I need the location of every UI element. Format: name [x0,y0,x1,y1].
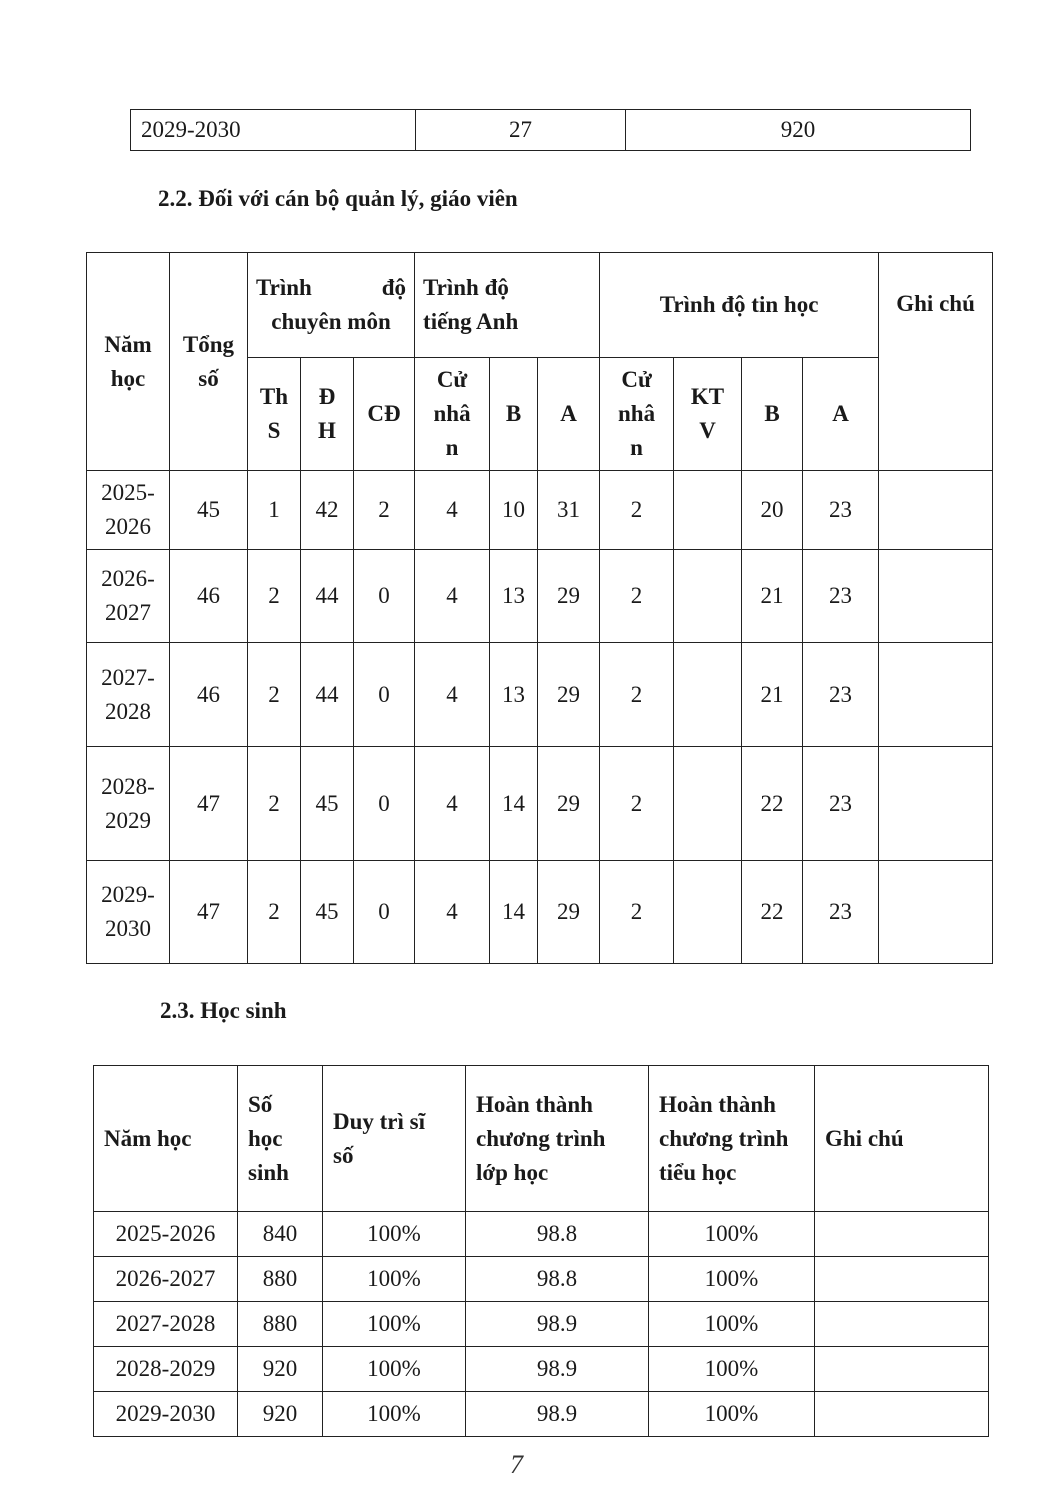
cell-ta-a: 29 [538,643,600,747]
cell-year: 2027-2028 [94,1302,238,1347]
cell-year: 2026-2027 [94,1257,238,1302]
header-label: Trình độ tiếng Anh [423,275,519,334]
enrollment-continuation-table [130,109,971,151]
cell-note [879,471,993,550]
table-row [87,550,993,643]
header-label: Th S [259,384,289,443]
cell-dh: 45 [301,747,354,861]
cell-cd: 0 [354,861,415,964]
cell-ta-cn: 4 [415,471,490,550]
cell-year: 2029-2030 [94,1392,238,1437]
header-label: Đ H [318,384,336,443]
cell-so-hs: 840 [238,1212,323,1257]
cell-tong: 47 [170,747,248,861]
cell-th-b: 21 [742,550,803,643]
cell-th-b: 20 [742,471,803,550]
header-row [94,1066,989,1212]
cell-ta-b: 13 [490,550,538,643]
cell-ths: 2 [248,550,301,643]
cell-th-cn: 2 [600,643,674,747]
table-row [94,1302,989,1347]
cell-note [815,1347,989,1392]
header-cu-nhan-ta [415,358,490,471]
year-cell [87,643,170,747]
header-label: độ [381,275,407,300]
header-dh [301,358,354,471]
header-trinh-do-chuyen-mon [248,253,415,358]
cell-so-hs: 920 [238,1392,323,1437]
cell-th-a: 23 [803,747,879,861]
header-label: A [832,401,849,426]
cell-note [815,1257,989,1302]
cell-duy-tri: 100% [323,1392,466,1437]
cell-th-a: 23 [803,643,879,747]
header-label: Trình [256,275,312,300]
cell-ta-a: 29 [538,747,600,861]
year-end: 2027 [105,600,151,625]
header-label: Hoàn thành chương trình tiểu học [659,1091,789,1185]
header-label: chuyên môn [271,309,391,334]
header-label: Trình độ tin học [659,292,819,317]
cell-note [815,1212,989,1257]
table-row [87,643,993,747]
cell-ht-lop: 98.9 [466,1392,649,1437]
table-row [87,471,993,550]
cell-th-cn: 2 [600,471,674,550]
cell-tong: 47 [170,861,248,964]
cell-ths: 2 [248,643,301,747]
cell-ta-b: 14 [490,861,538,964]
student-table-body [94,1212,989,1437]
cell-cd: 0 [354,643,415,747]
header-a-ta [538,358,600,471]
cell-note [879,861,993,964]
cell-so-hs: 880 [238,1257,323,1302]
year-start: 2026- [101,566,155,591]
section-heading-students: 2.3. Học sinh [160,998,287,1023]
cell-th-a: 23 [803,471,879,550]
header-label: Năm học [104,1125,192,1151]
header-b-th [742,358,803,471]
page-number: 7 [510,1450,523,1479]
cell-dh: 44 [301,643,354,747]
student-count-cell: 920 [626,110,971,151]
cell-th-a: 23 [803,861,879,964]
header-a-th [803,358,879,471]
cell-so-hs: 920 [238,1347,323,1392]
cell-tong: 45 [170,471,248,550]
cell-ta-cn: 4 [415,643,490,747]
cell-ths: 1 [248,471,301,550]
cell-note [879,550,993,643]
header-nam-hoc [87,253,170,471]
cell-ht-lop: 98.9 [466,1347,649,1392]
cell-duy-tri: 100% [323,1347,466,1392]
table-row [87,861,993,964]
cell-ht-th: 100% [649,1347,815,1392]
header-b-ta [490,358,538,471]
cell-duy-tri: 100% [323,1302,466,1347]
cell-ta-b: 14 [490,747,538,861]
year-end: 2026 [105,514,151,539]
cell-th-ktv [674,643,742,747]
year-start: 2027- [101,664,155,690]
cell-tong: 46 [170,550,248,643]
header-label: Cử nhâ n [433,367,471,460]
header-ktv [674,358,742,471]
header-ghi-chu [879,253,993,471]
cell-ths: 2 [248,747,301,861]
cell-ths: 2 [248,861,301,964]
cell-th-a: 23 [803,550,879,643]
cell-cd: 0 [354,747,415,861]
cell-so-hs: 880 [238,1302,323,1347]
header-label: B [505,401,522,426]
table-row [94,1257,989,1302]
header-label: Cử nhâ n [618,367,656,460]
cell-ta-cn: 4 [415,747,490,861]
cell-tong: 46 [170,643,248,747]
cell-ht-lop: 98.9 [466,1302,649,1347]
header-label: A [560,401,577,426]
header-label: Ghi chú [825,1125,904,1151]
cell-dh: 45 [301,861,354,964]
table-row [94,1392,989,1437]
cell-th-b: 22 [742,861,803,964]
table-row [94,1347,989,1392]
student-table [93,1065,989,1437]
cell-th-ktv [674,471,742,550]
class-count-cell: 27 [416,110,626,151]
header-so-hoc-sinh [238,1066,323,1212]
cell-th-cn: 2 [600,747,674,861]
cell-ht-lop: 98.8 [466,1212,649,1257]
header-cu-nhan-th [600,358,674,471]
cell-ta-b: 10 [490,471,538,550]
staff-qualification-table [86,252,993,964]
cell-duy-tri: 100% [323,1212,466,1257]
year-cell [87,861,170,964]
header-tong-so [170,253,248,471]
header-label: Duy trì sĩ số [333,1108,425,1168]
header-ths [248,358,301,471]
cell-th-ktv [674,550,742,643]
cell-dh: 44 [301,550,354,643]
year-cell [87,747,170,861]
cell-ta-b: 13 [490,643,538,747]
cell-ht-th: 100% [649,1392,815,1437]
header-label: Ghi chú [896,291,975,316]
table-row [131,110,971,151]
year-end: 2030 [105,916,151,941]
cell-th-ktv [674,861,742,964]
year-start: 2029- [101,882,155,907]
cell-ta-a: 29 [538,861,600,964]
year-end: 2028 [105,698,151,724]
cell-duy-tri: 100% [323,1257,466,1302]
staff-table-body [87,471,993,964]
year-start: 2025- [101,480,155,505]
cell-ta-a: 31 [538,471,600,550]
header-trinh-do-tin-hoc [600,253,879,358]
table-row [87,747,993,861]
cell-th-cn: 2 [600,861,674,964]
cell-ht-th: 100% [649,1302,815,1347]
cell-cd: 2 [354,471,415,550]
cell-note [815,1392,989,1437]
header-ghi-chu [815,1066,989,1212]
header-label: Hoàn thành chương trình lớp học [476,1091,606,1185]
header-label: KT V [690,384,725,443]
year-end: 2029 [105,807,151,833]
cell-note [879,643,993,747]
year-cell [87,471,170,550]
cell-ta-cn: 4 [415,550,490,643]
cell-ta-a: 29 [538,550,600,643]
header-row-1 [87,253,993,358]
header-label: Năm học [104,331,152,391]
cell-ht-th: 100% [649,1257,815,1302]
header-label: CĐ [367,401,401,426]
cell-note [879,747,993,861]
cell-cd: 0 [354,550,415,643]
cell-year: 2028-2029 [94,1347,238,1392]
header-label: Số học sinh [248,1091,289,1185]
cell-note [815,1302,989,1347]
header-hoan-thanh-lop [466,1066,649,1212]
header-trinh-do-tieng-anh [415,253,600,358]
section-heading-staff: 2.2. Đối với cán bộ quản lý, giáo viên [158,186,518,211]
cell-dh: 42 [301,471,354,550]
header-label-row [248,271,414,305]
cell-ht-lop: 98.8 [466,1257,649,1302]
year-cell: 2029-2030 [131,110,416,151]
cell-ta-cn: 4 [415,861,490,964]
header-label: B [764,401,780,426]
header-cd [354,358,415,471]
cell-ht-th: 100% [649,1212,815,1257]
cell-th-b: 22 [742,747,803,861]
header-nam-hoc [94,1066,238,1212]
header-hoan-thanh-tieu-hoc [649,1066,815,1212]
header-label: Tổng số [182,331,235,391]
cell-th-ktv [674,747,742,861]
table-row [94,1212,989,1257]
cell-th-b: 21 [742,643,803,747]
cell-th-cn: 2 [600,550,674,643]
cell-year: 2025-2026 [94,1212,238,1257]
header-duy-tri-si-so [323,1066,466,1212]
year-start: 2028- [101,773,155,799]
year-cell [87,550,170,643]
